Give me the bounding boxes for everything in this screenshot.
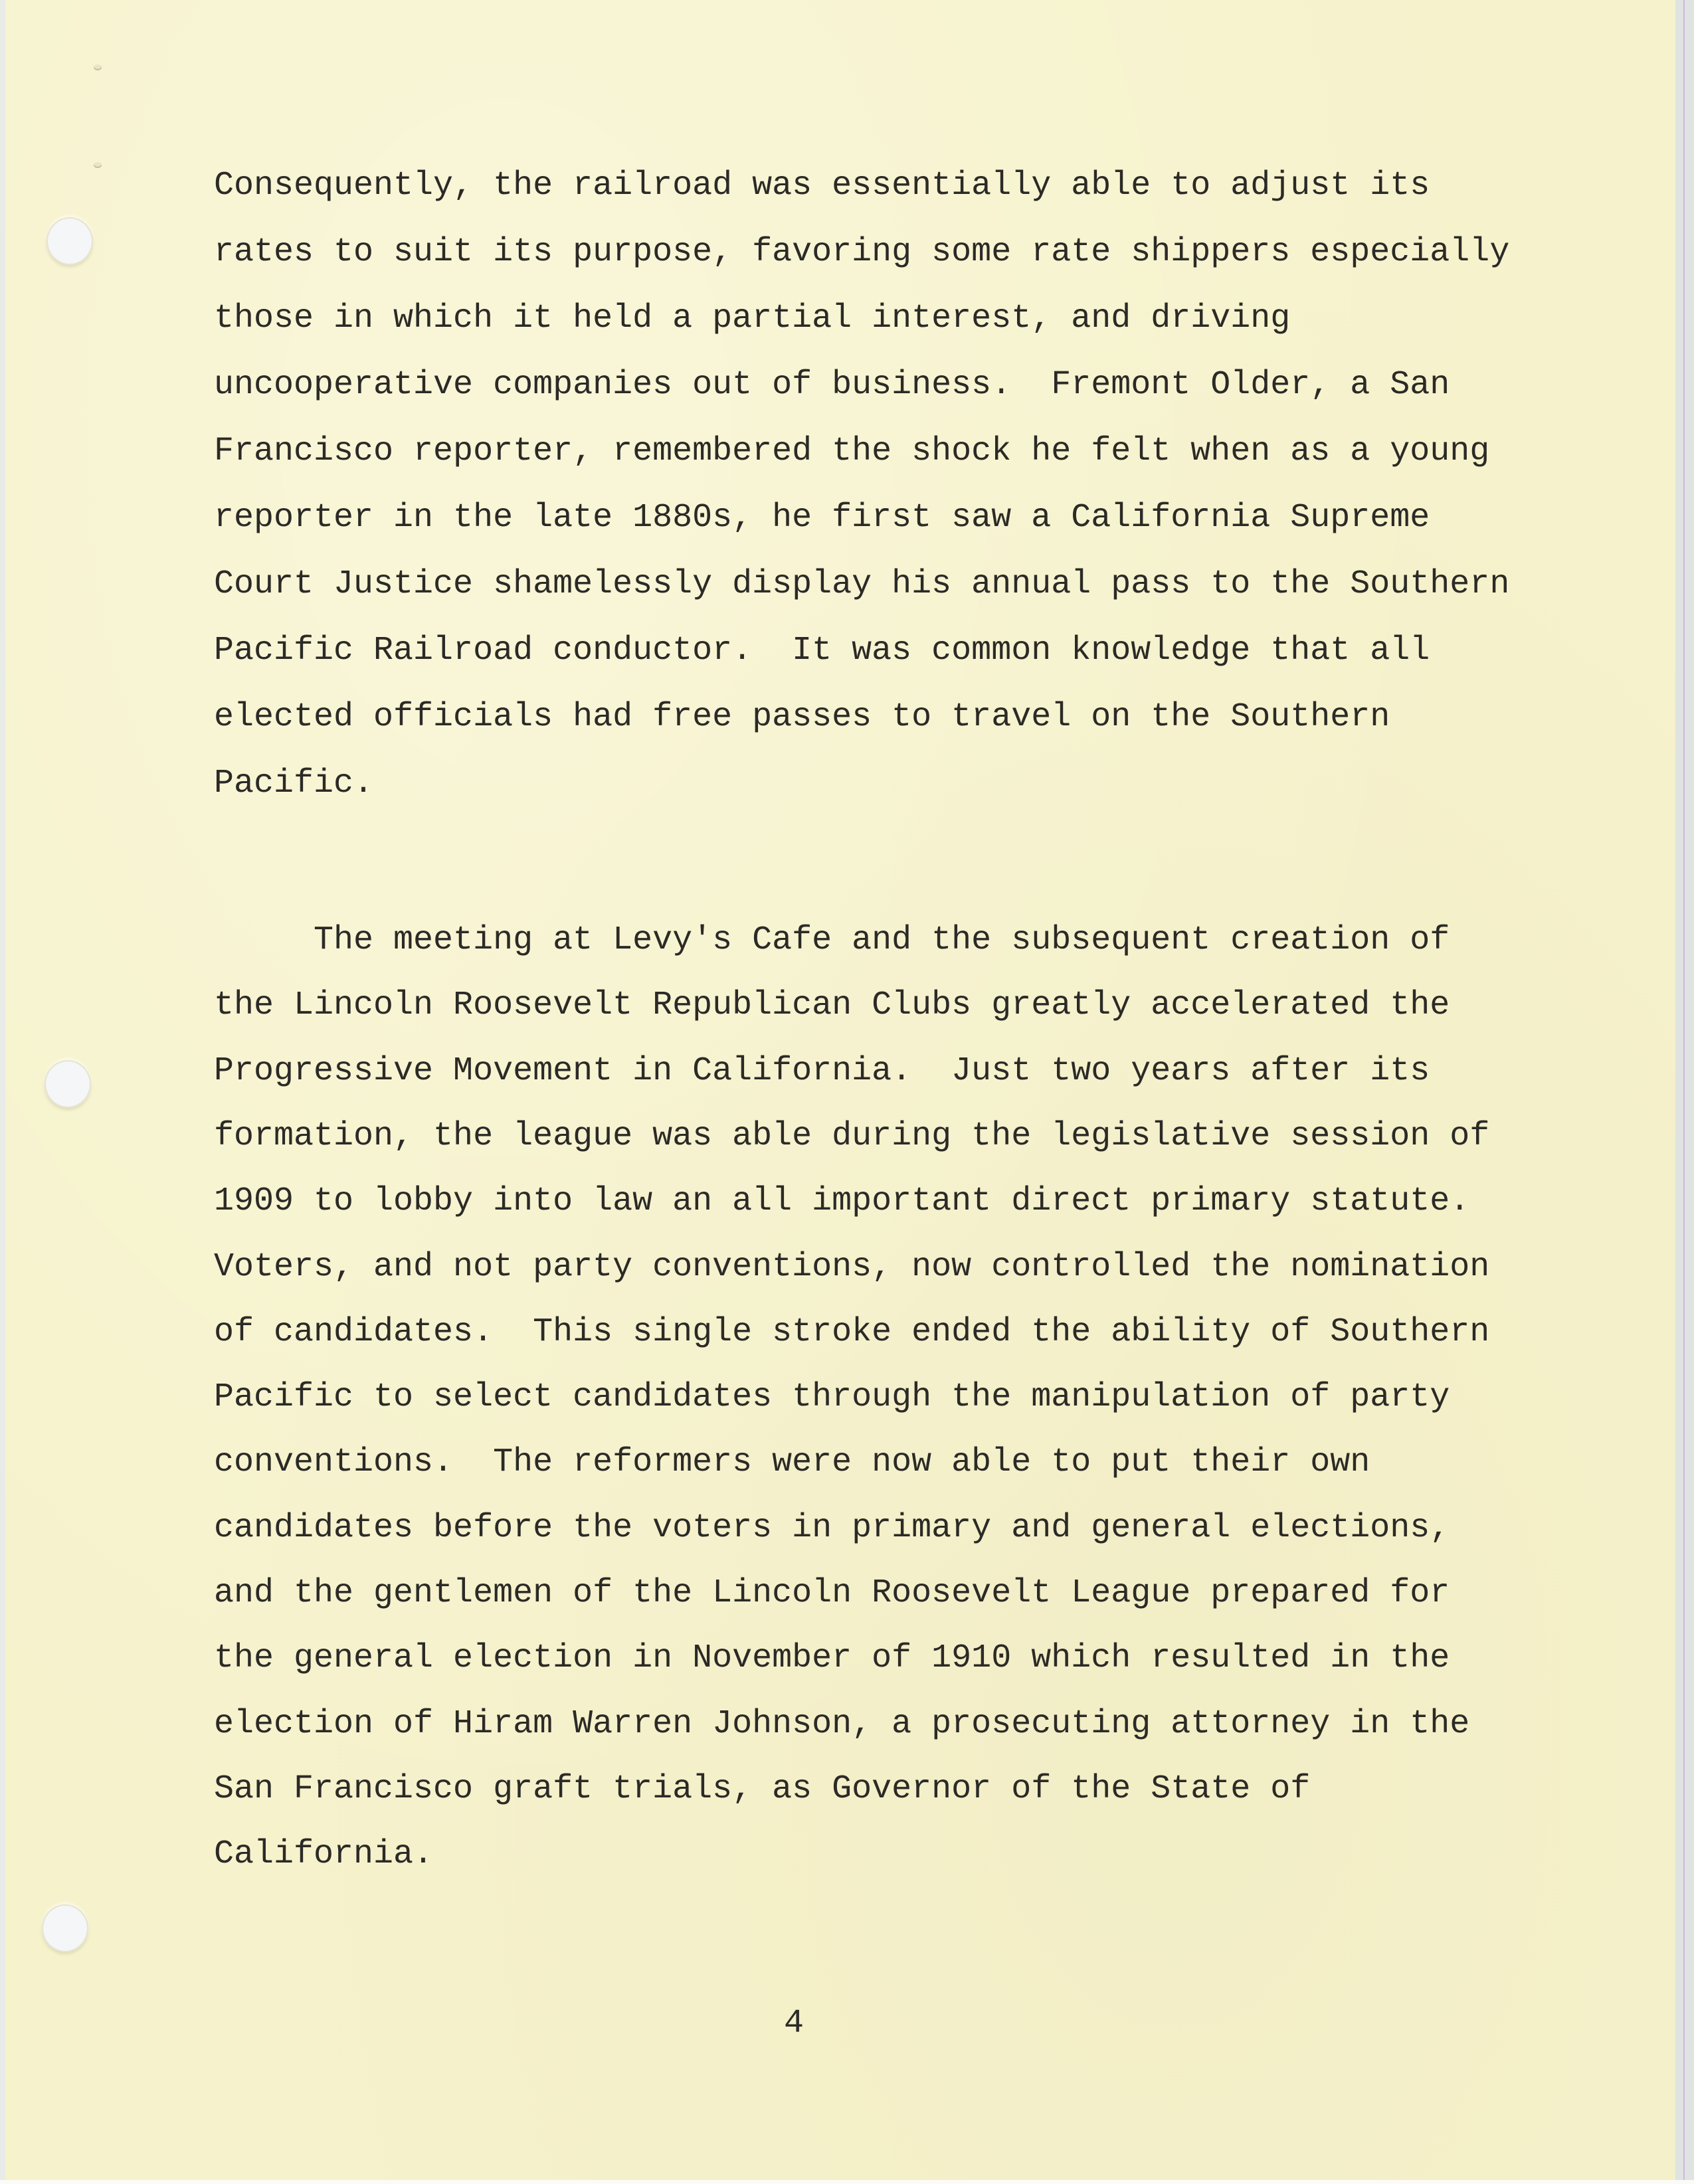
text-line: Consequently, the railroad was essentially able to adjust its bbox=[214, 167, 1430, 205]
text-line: formation, the league was able during the legislative session of bbox=[214, 1117, 1490, 1155]
text-line: uncooperative companies out of business. Fremont Older, a San bbox=[214, 366, 1450, 404]
text-line: the Lincoln Roosevelt Republican Clubs greatly accelerated the bbox=[214, 986, 1450, 1025]
text-line: Progressive Movement in California. Just two years after its bbox=[214, 1051, 1430, 1090]
text-line: California. bbox=[214, 1835, 434, 1874]
text-line: election of Hiram Warren Johnson, a prosecuting attorney in the bbox=[214, 1704, 1470, 1743]
text-line: Pacific to select candidates through the manipulation of party bbox=[214, 1378, 1450, 1417]
text-line: Pacific. bbox=[214, 765, 374, 802]
text-line: 1909 to lobby into law an all important direct primary statute. bbox=[214, 1182, 1470, 1221]
text-line: candidates before the voters in primary and general elections, bbox=[214, 1508, 1450, 1547]
text-line: San Francisco graft trials, as Governor of the State of bbox=[214, 1770, 1311, 1808]
text-line: and the gentlemen of the Lincoln Roosevelt League prepared for bbox=[214, 1574, 1450, 1612]
text-line: Voters, and not party conventions, now controlled the nomination bbox=[214, 1247, 1490, 1286]
text-line: Court Justice shamelessly display his annual pass to the Southern bbox=[214, 565, 1510, 603]
text-line: those in which it held a partial interest, and driving bbox=[214, 300, 1291, 337]
text-line: reporter in the late 1880s, he first saw a California Supreme bbox=[214, 499, 1430, 537]
text-line: Pacific Railroad conductor. It was common knowledge that all bbox=[214, 632, 1430, 670]
text-line: of candidates. This single stroke ended the ability of Southern bbox=[214, 1313, 1490, 1351]
text-line: The meeting at Levy's Cafe and the subsequent creation of bbox=[214, 921, 1450, 959]
text-line: Francisco reporter, remembered the shock he felt when as a young bbox=[214, 432, 1490, 470]
page-number: 4 bbox=[784, 2005, 804, 2043]
text-line: the general election in November of 1910 which resulted in the bbox=[214, 1639, 1450, 1678]
text-line: rates to suit its purpose, favoring some rate shippers especially bbox=[214, 233, 1510, 271]
text-line: conventions. The reformers were now able to put their own bbox=[214, 1443, 1370, 1482]
text-line: elected officials had free passes to travel on the Southern bbox=[214, 698, 1390, 736]
